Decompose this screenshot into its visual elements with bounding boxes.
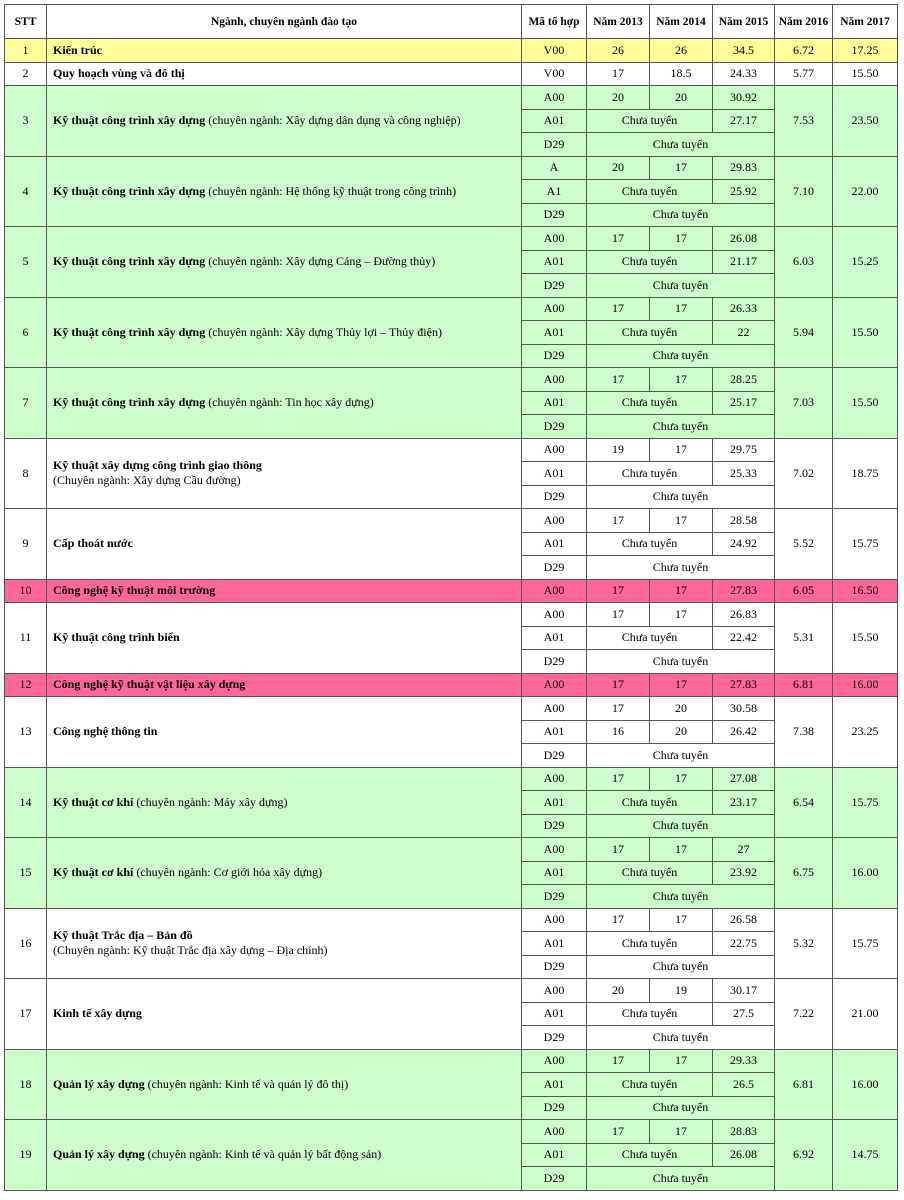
program-specialization: (chuyên ngành: Xây dựng Cảng – Đường thủy) bbox=[205, 254, 436, 269]
score-2016-cell: 5.32 bbox=[775, 908, 833, 979]
score-2016-cell: 7.02 bbox=[775, 438, 833, 509]
score-2016-cell: 7.53 bbox=[775, 86, 833, 157]
table-row bbox=[5, 297, 898, 321]
score-2015-cell: 26.58 bbox=[713, 908, 775, 932]
combination-code-cell: D29 bbox=[522, 274, 587, 298]
not-admitted-cell: Chưa tuyển bbox=[587, 626, 713, 650]
stt-cell: 12 bbox=[5, 673, 47, 697]
score-2015-cell: 28.25 bbox=[713, 368, 775, 392]
not-admitted-cell: Chưa tuyển bbox=[587, 250, 713, 274]
score-2017-cell: 14.75 bbox=[833, 1120, 898, 1191]
score-2013-cell: 17 bbox=[587, 579, 650, 603]
score-2015-cell: 27.17 bbox=[713, 109, 775, 133]
score-2015-cell: 27 bbox=[713, 838, 775, 862]
combination-code-cell: A01 bbox=[522, 532, 587, 556]
not-admitted-cell: Chưa tuyển bbox=[587, 861, 713, 885]
score-2013-cell: 20 bbox=[587, 156, 650, 180]
combination-code-cell: D29 bbox=[522, 203, 587, 227]
program-specialization: (chuyên ngành: Xây dựng Thủy lợi – Thủy điện) bbox=[205, 324, 442, 339]
column-header: Ngành, chuyên ngành đào tạo bbox=[47, 5, 522, 39]
program-name-cell bbox=[47, 838, 522, 909]
score-2014-cell: 17 bbox=[650, 227, 713, 251]
score-2013-cell: 17 bbox=[587, 697, 650, 721]
not-admitted-cell: Chưa tuyển bbox=[587, 274, 775, 298]
combination-code-cell: A00 bbox=[522, 227, 587, 251]
score-2014-cell: 17 bbox=[650, 603, 713, 627]
combination-code-cell: A01 bbox=[522, 391, 587, 415]
stt-cell: 2 bbox=[5, 62, 47, 86]
combination-code-cell: A00 bbox=[522, 509, 587, 533]
not-admitted-cell: Chưa tuyển bbox=[587, 1143, 713, 1167]
score-2013-cell: 16 bbox=[587, 720, 650, 744]
not-admitted-cell: Chưa tuyển bbox=[587, 415, 775, 439]
combination-code-cell: A01 bbox=[522, 791, 587, 815]
stt-cell: 14 bbox=[5, 767, 47, 838]
program-name-cell bbox=[47, 368, 522, 439]
program-name-cell bbox=[47, 62, 522, 86]
score-2013-cell: 17 bbox=[587, 509, 650, 533]
combination-code-cell: A01 bbox=[522, 720, 587, 744]
combination-code-cell: A00 bbox=[522, 1049, 587, 1073]
program-name: Kỹ thuật xây dựng công trình giao thông bbox=[53, 458, 262, 473]
score-2015-cell: 21.17 bbox=[713, 250, 775, 274]
score-2013-cell: 17 bbox=[587, 62, 650, 86]
program-specialization: (chuyên ngành: Kinh tế và quản lý bất động sản) bbox=[144, 1147, 382, 1162]
program-name: Kinh tế xây dựng bbox=[53, 1006, 142, 1021]
column-header: Mã tổ hợp bbox=[522, 5, 587, 39]
score-2013-cell: 17 bbox=[587, 838, 650, 862]
table-row bbox=[5, 438, 898, 462]
column-header: Năm 2013 bbox=[587, 5, 650, 39]
score-2015-cell: 25.17 bbox=[713, 391, 775, 415]
table-row bbox=[5, 368, 898, 392]
stt-cell: 8 bbox=[5, 438, 47, 509]
score-2013-cell: 17 bbox=[587, 908, 650, 932]
program-name: Công nghệ kỹ thuật môi trường bbox=[53, 583, 216, 598]
score-2015-cell: 25.92 bbox=[713, 180, 775, 204]
combination-code-cell: A00 bbox=[522, 603, 587, 627]
stt-cell: 7 bbox=[5, 368, 47, 439]
program-name-cell bbox=[47, 156, 522, 227]
score-2015-cell: 27.83 bbox=[713, 673, 775, 697]
stt-cell: 11 bbox=[5, 603, 47, 674]
score-2015-cell: 34.5 bbox=[713, 39, 775, 63]
score-2014-cell: 17 bbox=[650, 509, 713, 533]
table-row bbox=[5, 86, 898, 110]
score-2013-cell: 20 bbox=[587, 979, 650, 1003]
score-2014-cell: 19 bbox=[650, 979, 713, 1003]
score-2017-cell: 15.50 bbox=[833, 368, 898, 439]
score-2016-cell: 6.92 bbox=[775, 1120, 833, 1191]
table-row bbox=[5, 227, 898, 251]
stt-cell: 9 bbox=[5, 509, 47, 580]
column-header: STT bbox=[5, 5, 47, 39]
score-2016-cell: 6.03 bbox=[775, 227, 833, 298]
score-2013-cell: 17 bbox=[587, 603, 650, 627]
score-2017-cell: 16.00 bbox=[833, 1049, 898, 1120]
column-header: Năm 2017 bbox=[833, 5, 898, 39]
not-admitted-cell: Chưa tuyển bbox=[587, 1096, 775, 1120]
score-2013-cell: 17 bbox=[587, 673, 650, 697]
program-name: Kỹ thuật công trình xây dựng bbox=[53, 324, 206, 339]
score-2016-cell: 6.54 bbox=[775, 767, 833, 838]
not-admitted-cell: Chưa tuyển bbox=[587, 462, 713, 486]
combination-code-cell: D29 bbox=[522, 344, 587, 368]
admission-scores-table bbox=[4, 4, 898, 1191]
table-row bbox=[5, 1120, 898, 1144]
program-name: Kỹ thuật công trình xây dựng bbox=[53, 395, 206, 410]
not-admitted-cell: Chưa tuyển bbox=[587, 1002, 713, 1026]
stt-cell: 16 bbox=[5, 908, 47, 979]
score-2013-cell: 17 bbox=[587, 1049, 650, 1073]
combination-code-cell: A00 bbox=[522, 438, 587, 462]
score-2014-cell: 20 bbox=[650, 697, 713, 721]
program-name: Quy hoạch vùng và đô thị bbox=[53, 66, 185, 81]
score-2016-cell: 7.22 bbox=[775, 979, 833, 1050]
score-2017-cell: 23.25 bbox=[833, 697, 898, 768]
program-name: Cấp thoát nước bbox=[53, 536, 133, 551]
not-admitted-cell: Chưa tuyển bbox=[587, 1026, 775, 1050]
program-name: Kỹ thuật công trình biển bbox=[53, 630, 180, 645]
stt-cell: 17 bbox=[5, 979, 47, 1050]
combination-code-cell: A00 bbox=[522, 297, 587, 321]
program-specialization: (chuyên ngành: Kinh tế và quản lý đô thị) bbox=[144, 1076, 349, 1091]
not-admitted-cell: Chưa tuyển bbox=[587, 885, 775, 909]
score-2014-cell: 17 bbox=[650, 767, 713, 791]
not-admitted-cell: Chưa tuyển bbox=[587, 344, 775, 368]
table-row bbox=[5, 603, 898, 627]
score-2013-cell: 26 bbox=[587, 39, 650, 63]
program-name-cell bbox=[47, 438, 522, 509]
score-2015-cell: 23.92 bbox=[713, 861, 775, 885]
program-name: Kỹ thuật công trình xây dựng bbox=[53, 254, 206, 269]
score-2017-cell: 15.25 bbox=[833, 227, 898, 298]
combination-code-cell: V00 bbox=[522, 62, 587, 86]
combination-code-cell: D29 bbox=[522, 1167, 587, 1191]
program-name: Công nghệ thông tin bbox=[53, 724, 158, 739]
not-admitted-cell: Chưa tuyển bbox=[587, 556, 775, 580]
not-admitted-cell: Chưa tuyển bbox=[587, 932, 713, 956]
combination-code-cell: D29 bbox=[522, 133, 587, 157]
score-2017-cell: 16.00 bbox=[833, 838, 898, 909]
score-2016-cell: 6.81 bbox=[775, 673, 833, 697]
table-row bbox=[5, 509, 898, 533]
score-2014-cell: 17 bbox=[650, 1049, 713, 1073]
program-name-cell bbox=[47, 767, 522, 838]
score-2015-cell: 22 bbox=[713, 321, 775, 345]
score-2015-cell: 27.5 bbox=[713, 1002, 775, 1026]
score-2015-cell: 29.33 bbox=[713, 1049, 775, 1073]
program-name-cell bbox=[47, 39, 522, 63]
score-2016-cell: 7.38 bbox=[775, 697, 833, 768]
program-name-cell bbox=[47, 509, 522, 580]
combination-code-cell: D29 bbox=[522, 814, 587, 838]
score-2015-cell: 28.83 bbox=[713, 1120, 775, 1144]
stt-cell: 4 bbox=[5, 156, 47, 227]
combination-code-cell: A00 bbox=[522, 838, 587, 862]
score-2016-cell: 6.81 bbox=[775, 1049, 833, 1120]
score-2013-cell: 17 bbox=[587, 368, 650, 392]
combination-code-cell: A00 bbox=[522, 673, 587, 697]
score-2017-cell: 17.25 bbox=[833, 39, 898, 63]
program-name: Kỹ thuật công trình xây dựng bbox=[53, 113, 206, 128]
score-2014-cell: 17 bbox=[650, 297, 713, 321]
score-2015-cell: 23.17 bbox=[713, 791, 775, 815]
score-2017-cell: 16.50 bbox=[833, 579, 898, 603]
not-admitted-cell: Chưa tuyển bbox=[587, 180, 713, 204]
score-2015-cell: 25.33 bbox=[713, 462, 775, 486]
combination-code-cell: V00 bbox=[522, 39, 587, 63]
score-2015-cell: 24.92 bbox=[713, 532, 775, 556]
combination-code-cell: A1 bbox=[522, 180, 587, 204]
score-2014-cell: 17 bbox=[650, 438, 713, 462]
program-name-cell bbox=[47, 697, 522, 768]
score-2014-cell: 17 bbox=[650, 838, 713, 862]
program-name: Kỹ thuật cơ khí bbox=[53, 865, 134, 880]
score-2017-cell: 15.75 bbox=[833, 767, 898, 838]
program-name-cell bbox=[47, 908, 522, 979]
program-specialization: (chuyên ngành: Máy xây dựng) bbox=[133, 794, 288, 809]
not-admitted-cell: Chưa tuyển bbox=[587, 485, 775, 509]
not-admitted-cell: Chưa tuyển bbox=[587, 203, 775, 227]
program-name-cell bbox=[47, 227, 522, 298]
program-name: Kỹ thuật cơ khí bbox=[53, 794, 134, 809]
score-2017-cell: 15.50 bbox=[833, 62, 898, 86]
score-2015-cell: 27.83 bbox=[713, 579, 775, 603]
score-2015-cell: 22.75 bbox=[713, 932, 775, 956]
stt-cell: 13 bbox=[5, 697, 47, 768]
combination-code-cell: A00 bbox=[522, 767, 587, 791]
score-2014-cell: 17 bbox=[650, 579, 713, 603]
combination-code-cell: A01 bbox=[522, 321, 587, 345]
combination-code-cell: A01 bbox=[522, 1002, 587, 1026]
column-header: Năm 2016 bbox=[775, 5, 833, 39]
combination-code-cell: D29 bbox=[522, 1096, 587, 1120]
column-header: Năm 2014 bbox=[650, 5, 713, 39]
stt-cell: 3 bbox=[5, 86, 47, 157]
not-admitted-cell: Chưa tuyển bbox=[587, 391, 713, 415]
program-name-cell bbox=[47, 579, 522, 603]
table-row bbox=[5, 979, 898, 1003]
combination-code-cell: A00 bbox=[522, 697, 587, 721]
score-2017-cell: 15.50 bbox=[833, 603, 898, 674]
score-2014-cell: 17 bbox=[650, 368, 713, 392]
not-admitted-cell: Chưa tuyển bbox=[587, 744, 775, 768]
score-2017-cell: 22.00 bbox=[833, 156, 898, 227]
program-specialization: (chuyên ngành: Hệ thống kỹ thuật trong công trình) bbox=[205, 183, 457, 198]
score-2015-cell: 28.58 bbox=[713, 509, 775, 533]
not-admitted-cell: Chưa tuyển bbox=[587, 955, 775, 979]
score-2013-cell: 17 bbox=[587, 1120, 650, 1144]
program-name-cell bbox=[47, 673, 522, 697]
score-2016-cell: 7.03 bbox=[775, 368, 833, 439]
table-row bbox=[5, 62, 898, 86]
program-name-cell bbox=[47, 297, 522, 368]
combination-code-cell: A01 bbox=[522, 626, 587, 650]
combination-code-cell: D29 bbox=[522, 650, 587, 674]
score-2013-cell: 17 bbox=[587, 227, 650, 251]
table-row bbox=[5, 579, 898, 603]
combination-code-cell: A00 bbox=[522, 86, 587, 110]
not-admitted-cell: Chưa tuyển bbox=[587, 133, 775, 157]
program-name-cell bbox=[47, 1120, 522, 1191]
table-row bbox=[5, 838, 898, 862]
program-name: Quản lý xây dựng bbox=[53, 1147, 145, 1162]
combination-code-cell: D29 bbox=[522, 885, 587, 909]
score-2015-cell: 30.92 bbox=[713, 86, 775, 110]
score-2015-cell: 29.75 bbox=[713, 438, 775, 462]
combination-code-cell: A00 bbox=[522, 1120, 587, 1144]
not-admitted-cell: Chưa tuyển bbox=[587, 814, 775, 838]
combination-code-cell: D29 bbox=[522, 556, 587, 580]
score-2014-cell: 18.5 bbox=[650, 62, 713, 86]
table-row bbox=[5, 908, 898, 932]
score-2016-cell: 6.75 bbox=[775, 838, 833, 909]
combination-code-cell: A01 bbox=[522, 861, 587, 885]
score-2015-cell: 30.17 bbox=[713, 979, 775, 1003]
score-2015-cell: 26.33 bbox=[713, 297, 775, 321]
score-2015-cell: 22.42 bbox=[713, 626, 775, 650]
score-2014-cell: 20 bbox=[650, 86, 713, 110]
score-2014-cell: 20 bbox=[650, 720, 713, 744]
score-2016-cell: 5.31 bbox=[775, 603, 833, 674]
program-name: Kỹ thuật Trắc địa – Bản đồ bbox=[53, 928, 193, 943]
combination-code-cell: D29 bbox=[522, 415, 587, 439]
not-admitted-cell: Chưa tuyển bbox=[587, 321, 713, 345]
score-2015-cell: 30.58 bbox=[713, 697, 775, 721]
score-2017-cell: 15.50 bbox=[833, 297, 898, 368]
stt-cell: 19 bbox=[5, 1120, 47, 1191]
table-row bbox=[5, 697, 898, 721]
combination-code-cell: A01 bbox=[522, 1143, 587, 1167]
score-2015-cell: 26.5 bbox=[713, 1073, 775, 1097]
table-row bbox=[5, 673, 898, 697]
score-2017-cell: 16.00 bbox=[833, 673, 898, 697]
program-name-cell bbox=[47, 603, 522, 674]
score-2015-cell: 26.08 bbox=[713, 1143, 775, 1167]
header-row bbox=[5, 5, 898, 39]
score-2014-cell: 17 bbox=[650, 908, 713, 932]
program-specialization: (chuyên ngành: Xây dựng dân dụng và công nghiệp) bbox=[205, 113, 461, 128]
not-admitted-cell: Chưa tuyển bbox=[587, 650, 775, 674]
combination-code-cell: A00 bbox=[522, 908, 587, 932]
program-specialization: (chuyên ngành: Cơ giới hóa xây dựng) bbox=[133, 865, 323, 880]
stt-cell: 18 bbox=[5, 1049, 47, 1120]
combination-code-cell: A00 bbox=[522, 979, 587, 1003]
score-2013-cell: 17 bbox=[587, 297, 650, 321]
score-2013-cell: 19 bbox=[587, 438, 650, 462]
score-2016-cell: 5.52 bbox=[775, 509, 833, 580]
program-name: Kiến trúc bbox=[53, 42, 102, 57]
score-2013-cell: 17 bbox=[587, 767, 650, 791]
stt-cell: 1 bbox=[5, 39, 47, 63]
combination-code-cell: A01 bbox=[522, 109, 587, 133]
score-2013-cell: 20 bbox=[587, 86, 650, 110]
combination-code-cell: A01 bbox=[522, 250, 587, 274]
program-name-cell bbox=[47, 979, 522, 1050]
score-2014-cell: 17 bbox=[650, 1120, 713, 1144]
score-2015-cell: 26.08 bbox=[713, 227, 775, 251]
not-admitted-cell: Chưa tuyển bbox=[587, 532, 713, 556]
program-specialization: (Chuyên ngành: Xây dựng Cầu đường) bbox=[53, 473, 241, 488]
stt-cell: 15 bbox=[5, 838, 47, 909]
not-admitted-cell: Chưa tuyển bbox=[587, 791, 713, 815]
program-specialization: (Chuyên ngành: Kỹ thuật Trắc địa xây dựng – Địa chính) bbox=[53, 943, 328, 958]
combination-code-cell: A01 bbox=[522, 1073, 587, 1097]
program-name: Kỹ thuật công trình xây dựng bbox=[53, 183, 206, 198]
score-2016-cell: 5.77 bbox=[775, 62, 833, 86]
score-2017-cell: 15.75 bbox=[833, 509, 898, 580]
table-row bbox=[5, 1049, 898, 1073]
not-admitted-cell: Chưa tuyển bbox=[587, 1167, 775, 1191]
score-2017-cell: 18.75 bbox=[833, 438, 898, 509]
combination-code-cell: D29 bbox=[522, 485, 587, 509]
not-admitted-cell: Chưa tuyển bbox=[587, 1073, 713, 1097]
score-2016-cell: 5.94 bbox=[775, 297, 833, 368]
column-header: Năm 2015 bbox=[713, 5, 775, 39]
stt-cell: 6 bbox=[5, 297, 47, 368]
score-2017-cell: 21.00 bbox=[833, 979, 898, 1050]
table-body bbox=[5, 39, 898, 1191]
program-name-cell bbox=[47, 1049, 522, 1120]
combination-code-cell: D29 bbox=[522, 955, 587, 979]
table-row bbox=[5, 767, 898, 791]
score-2015-cell: 24.33 bbox=[713, 62, 775, 86]
stt-cell: 10 bbox=[5, 579, 47, 603]
score-2016-cell: 6.72 bbox=[775, 39, 833, 63]
score-2017-cell: 15.75 bbox=[833, 908, 898, 979]
program-name-cell bbox=[47, 86, 522, 157]
score-2015-cell: 26.83 bbox=[713, 603, 775, 627]
combination-code-cell: A01 bbox=[522, 932, 587, 956]
not-admitted-cell: Chưa tuyển bbox=[587, 109, 713, 133]
score-2015-cell: 26.42 bbox=[713, 720, 775, 744]
table-row bbox=[5, 156, 898, 180]
score-2017-cell: 23.50 bbox=[833, 86, 898, 157]
score-2014-cell: 26 bbox=[650, 39, 713, 63]
score-2016-cell: 6.05 bbox=[775, 579, 833, 603]
score-2014-cell: 17 bbox=[650, 673, 713, 697]
score-2015-cell: 29.83 bbox=[713, 156, 775, 180]
stt-cell: 5 bbox=[5, 227, 47, 298]
score-2016-cell: 7.10 bbox=[775, 156, 833, 227]
table-row bbox=[5, 39, 898, 63]
program-name: Công nghệ kỹ thuật vật liệu xây dựng bbox=[53, 677, 246, 692]
score-2014-cell: 17 bbox=[650, 156, 713, 180]
combination-code-cell: A01 bbox=[522, 462, 587, 486]
score-2015-cell: 27.08 bbox=[713, 767, 775, 791]
combination-code-cell: A00 bbox=[522, 368, 587, 392]
combination-code-cell: A00 bbox=[522, 579, 587, 603]
program-specialization: (chuyên ngành: Tin học xây dựng) bbox=[205, 395, 374, 410]
combination-code-cell: A bbox=[522, 156, 587, 180]
program-name: Quản lý xây dựng bbox=[53, 1076, 145, 1091]
combination-code-cell: D29 bbox=[522, 744, 587, 768]
combination-code-cell: D29 bbox=[522, 1026, 587, 1050]
